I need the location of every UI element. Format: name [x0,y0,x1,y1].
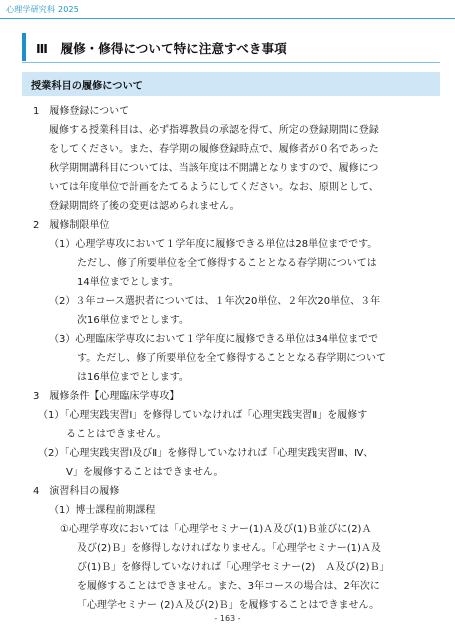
list-item-line: （1）博士課程前期課程 [49,505,156,516]
list-item-line: 及び(2)Ｂ」を修得しなければなりません。「心理学セミナー(1)Ａ及 [77,543,381,554]
paragraph-line: いては年度単位で計画をたてるようにしてください。なお、原則として、 [49,182,379,193]
heading-registration: 1 履修登録について [33,106,130,117]
list-item-line: は16単位までとします。 [77,372,189,383]
paragraph-line: 登録期間終了後の変更は認められません。 [49,201,240,212]
chapter-accent-bar [22,33,26,61]
heading-conditions: 3 履修条件【心理臨床学専攻】 [33,391,180,402]
list-item-line: ただし、修了所要単位を全て修得することとなる春学期については [77,258,377,269]
section-title: 授業科目の履修について [31,80,143,92]
page-number: - 163 - [214,614,241,623]
chapter-title: Ⅲ 履修・修得について特に注意すべき事項 [36,40,287,56]
section-heading-box [22,72,440,96]
list-item-line: ①心理学専攻においては「心理学セミナー(1)Ａ及び(1)Ｂ並びに(2)Ａ [60,524,372,535]
list-item-line: す。ただし、修了所要単位を全て修得することとなる春学期について [77,353,386,364]
list-item-line: （1）心理学専攻において１学年度に履修できる単位は28単位までです。 [49,239,378,250]
list-item-line: （3）心理臨床学専攻において１学年度に履修できる単位は34単位までで [49,334,379,345]
list-item-line: Ⅴ」を履修することはできません。 [66,467,224,478]
heading-seminar: 4 演習科目の履修 [33,486,120,497]
paragraph-line: をしてください。また、春学期の履修登録時点で、履修者が０名であった [49,144,379,155]
chapter-underline [22,62,440,63]
running-header: 心理学研究科 2025 [6,5,80,14]
list-item-line: （2）「心理実践実習Ⅰ及びⅡ」を修得していなければ「心理実践実習Ⅲ、Ⅳ、 [38,448,374,459]
heading-credit-limit: 2 履修制限単位 [33,220,110,231]
list-item-line: （1）「心理実践実習Ⅰ」を修得していなければ「心理実践実習Ⅱ」を履修す [38,410,368,421]
list-item-line: （2）３年コース選択者については、１年次20単位、２年次20単位、３年 [49,296,381,307]
list-item-line: 次16単位までとします。 [77,315,189,326]
paragraph-line: 秋学期開講科目については、当該年度は不開講となりますので、履修につ [49,163,379,174]
list-item-line: ることはできません。 [66,429,167,440]
paragraph-line: 履修する授業科目は、必ず指導教員の承認を得て、所定の登録期間に登録 [49,125,379,136]
list-item-line: 「心理学セミナー (2)Ａ及び(2)Ｂ」を履修することはできません。 [77,600,380,611]
list-item-line: び(1)Ｂ」を修得していなければ「心理学セミナー(2) Ａ及び(2)Ｂ」 [77,562,390,573]
header-rule [0,18,455,19]
chapter-heading [22,33,440,61]
list-item-line: 14単位までとします。 [77,277,179,288]
list-item-line: を履修することはできません。また、3年コースの場合は、2年次に [77,581,380,592]
